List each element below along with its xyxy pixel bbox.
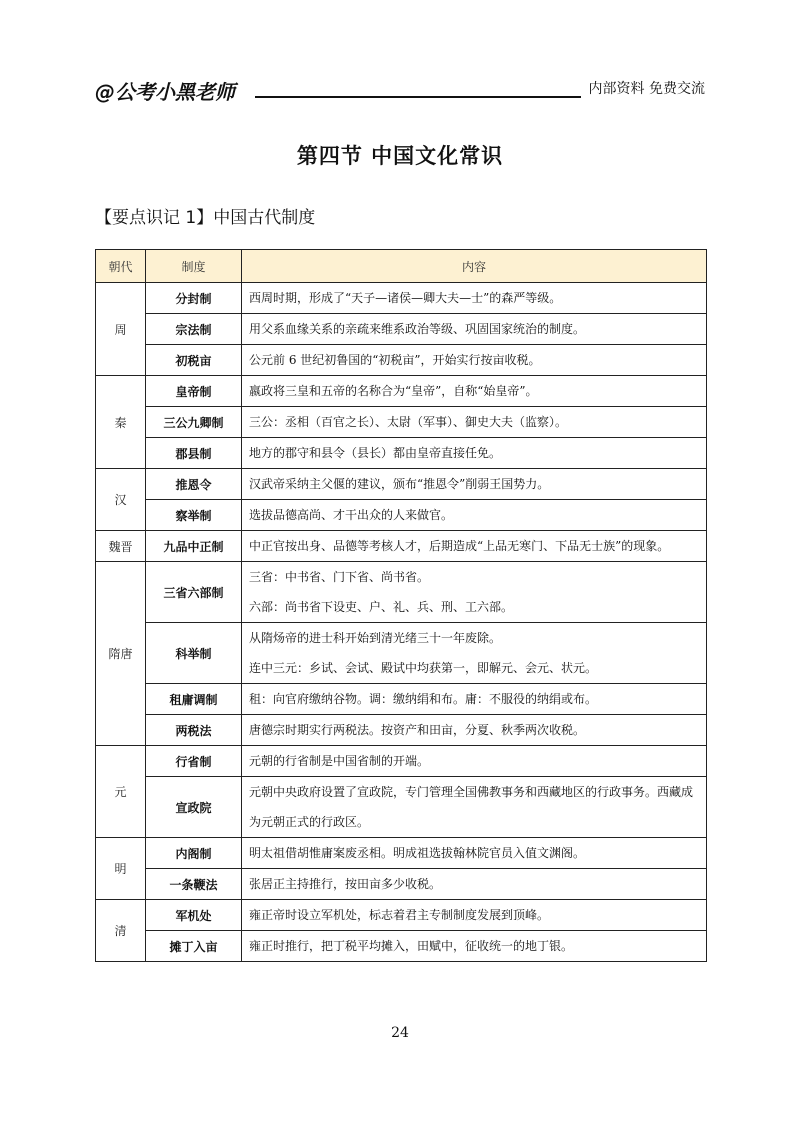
table-row: [96, 838, 707, 869]
table-row: [96, 684, 707, 715]
dynasty-cell: 魏晋: [96, 531, 146, 562]
table-row: [96, 715, 707, 746]
system-cell: 军机处: [146, 900, 242, 931]
system-cell: 九品中正制: [146, 531, 242, 562]
system-cell: 内阁制: [146, 838, 242, 869]
header-dynasty: 朝代: [96, 250, 146, 283]
table-row: [96, 438, 707, 469]
system-cell: 宗法制: [146, 314, 242, 345]
content-line: 六部：尚书省下设吏、户、礼、兵、刑、工六部。: [249, 600, 514, 614]
table-row: [96, 283, 707, 314]
content-line: 连中三元：乡试、会试、殿试中均获第一，即解元、会元、状元。: [249, 661, 598, 675]
content-cell: [242, 562, 707, 623]
system-cell: 行省制: [146, 746, 242, 777]
content-line: 三省：中书省、门下省、尚书省。: [249, 570, 430, 584]
dynasty-cell: 元: [96, 746, 146, 838]
header-system: 制度: [146, 250, 242, 283]
dynasty-cell: 周: [96, 283, 146, 376]
content-cell: 元朝中央政府设置了宣政院，专门管理全国佛教事务和西藏地区的行政事务。西藏成为元朝正式的行政区。: [242, 777, 707, 838]
table-row: [96, 345, 707, 376]
table-row: [96, 931, 707, 962]
content-cell: 唐德宗时期实行两税法。按资产和田亩，分夏、秋季两次收税。: [242, 715, 707, 746]
content-cell: 公元前 6 世纪初鲁国的“初税亩”，开始实行按亩收税。: [242, 345, 707, 376]
dynasty-cell: 明: [96, 838, 146, 900]
table-row: [96, 900, 707, 931]
page-number: 24: [391, 1025, 409, 1041]
table-row: [96, 531, 707, 562]
table-row: [96, 376, 707, 407]
system-cell: 推恩令: [146, 469, 242, 500]
system-cell: 皇帝制: [146, 376, 242, 407]
content-cell: 地方的郡守和县令（县长）都由皇帝直接任免。: [242, 438, 707, 469]
dynasty-cell: 隋唐: [96, 562, 146, 746]
content-cell: 选拔品德高尚、才干出众的人来做官。: [242, 500, 707, 531]
content-cell: 嬴政将三皇和五帝的名称合为“皇帝”，自称“始皇帝”。: [242, 376, 707, 407]
system-cell: 三公九卿制: [146, 407, 242, 438]
system-cell: 摊丁入亩: [146, 931, 242, 962]
table-row: [96, 469, 707, 500]
system-cell: 一条鞭法: [146, 869, 242, 900]
content-cell: 雍正帝时设立军机处，标志着君主专制制度发展到顶峰。: [242, 900, 707, 931]
table-row: [96, 562, 707, 623]
content-cell: 雍正时推行，把丁税平均摊入，田赋中，征收统一的地丁银。: [242, 931, 707, 962]
table-row: [96, 623, 707, 684]
system-cell: 租庸调制: [146, 684, 242, 715]
table-row: [96, 407, 707, 438]
content-line: 从隋炀帝的进士科开始到清光绪三十一年废除。: [249, 631, 502, 645]
system-cell: 初税亩: [146, 345, 242, 376]
table-row: [96, 500, 707, 531]
content-cell: 西周时期，形成了“天子—诸侯—卿大夫—士”的森严等级。: [242, 283, 707, 314]
content-cell: 中正官按出身、品德等考核人才，后期造成“上品无寒门、下品无士族”的现象。: [242, 531, 707, 562]
institutions-table: [95, 249, 707, 962]
content-cell: [242, 623, 707, 684]
header-content: 内容: [242, 250, 707, 283]
subheading: 【要点识记 1】中国古代制度: [95, 208, 316, 228]
content-cell: 张居正主持推行，按田亩多少收税。: [242, 869, 707, 900]
content-cell: 明太祖借胡惟庸案废丞相。明成祖选拔翰林院官员入值文渊阁。: [242, 838, 707, 869]
system-cell: 郡县制: [146, 438, 242, 469]
dynasty-cell: 汉: [96, 469, 146, 531]
content-cell: 三公：丞相（百官之长）、太尉（军事）、御史大夫（监察）。: [242, 407, 707, 438]
system-cell: 两税法: [146, 715, 242, 746]
system-cell: 分封制: [146, 283, 242, 314]
content-cell: 元朝的行省制是中国省制的开端。: [242, 746, 707, 777]
system-cell: 三省六部制: [146, 562, 242, 623]
content-cell: 汉武帝采纳主父偃的建议，颁布“推恩令”削弱王国势力。: [242, 469, 707, 500]
dynasty-cell: 清: [96, 900, 146, 962]
header-note: 内部资料 免费交流: [581, 78, 705, 98]
section-title: 第四节 中国文化常识: [296, 144, 504, 168]
system-cell: 宣政院: [146, 777, 242, 838]
content-cell: 租：向官府缴纳谷物。调：缴纳绢和布。庸：不服役的纳绢或布。: [242, 684, 707, 715]
brand-label: @公考小黑老师: [95, 80, 235, 104]
table-row: [96, 314, 707, 345]
table-row: [96, 869, 707, 900]
table-row: [96, 777, 707, 838]
table-header-row: [96, 250, 707, 283]
system-cell: 科举制: [146, 623, 242, 684]
dynasty-cell: 秦: [96, 376, 146, 469]
content-cell: 用父系血缘关系的亲疏来维系政治等级、巩固国家统治的制度。: [242, 314, 707, 345]
table-row: [96, 746, 707, 777]
system-cell: 察举制: [146, 500, 242, 531]
page-header: [95, 76, 705, 102]
